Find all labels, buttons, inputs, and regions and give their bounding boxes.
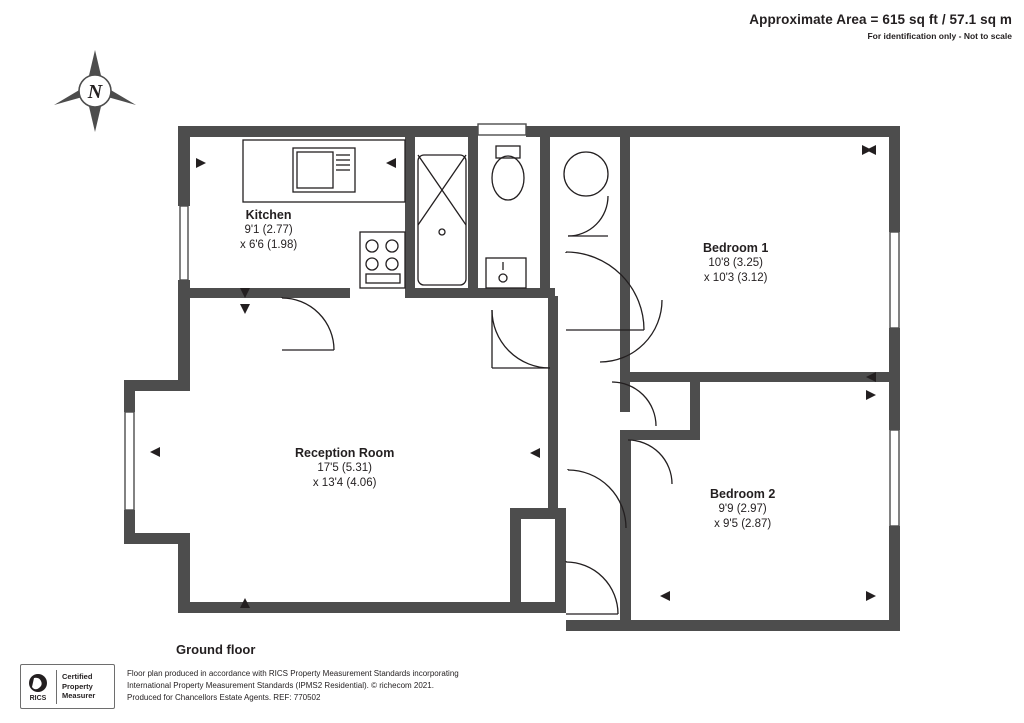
room-label-reception-room [295, 445, 394, 490]
room-label-kitchen [240, 207, 297, 252]
room-name: Kitchen [245, 208, 292, 222]
room-dimension-line-2: x 13'4 (4.06) [312, 476, 377, 489]
room-dimension-line-2: x 6'6 (1.98) [240, 238, 298, 251]
room-name: Bedroom 1 [703, 241, 769, 255]
disclaimer-line-1: Floor plan produced in accordance with RICS Property Measurement Standards incorporating [127, 669, 459, 678]
svg-text:N: N [87, 81, 103, 103]
disclaimer-line-2: International Property Measurement Standards (IPMS2 Residential). © richecom 2021. [127, 681, 434, 690]
badge-line-1: Certified [62, 671, 93, 681]
badge-line-2: Property [62, 681, 93, 691]
room-dimension-line-2: x 10'3 (3.12) [703, 271, 768, 284]
rics-logo-icon [25, 672, 51, 702]
room-name: Reception Room [295, 446, 395, 460]
disclaimer-text [127, 664, 459, 704]
room-dimension-line-1: 10'8 (3.25) [708, 257, 763, 269]
room-dimension-line-2: x 9'5 (2.87) [714, 517, 772, 530]
room-label-bedroom-1 [703, 240, 768, 285]
room-dimension-line-1: 9'9 (2.97) [718, 503, 767, 515]
floor-title: Ground floor [176, 642, 256, 657]
room-label-bedroom-2 [710, 486, 775, 531]
badge-line-3: Measurer [62, 691, 96, 701]
room-dimension-line-1: 9'1 (2.77) [244, 224, 293, 236]
disclaimer-line-3: Produced for Chancellors Estate Agents. REF: 770502 [127, 693, 321, 702]
footer [20, 664, 459, 709]
approximate-area-text: Approximate Area = 615 sq ft / 57.1 sq m [749, 12, 1012, 27]
badge-text [62, 672, 95, 702]
identification-note: For identification only - Not to scale [867, 31, 1012, 41]
rics-certified-badge [20, 664, 115, 709]
room-name: Bedroom 2 [710, 487, 776, 501]
room-dimension-line-1: 17'5 (5.31) [317, 462, 372, 474]
svg-text:RICS: RICS [29, 694, 47, 702]
badge-divider [56, 670, 57, 704]
